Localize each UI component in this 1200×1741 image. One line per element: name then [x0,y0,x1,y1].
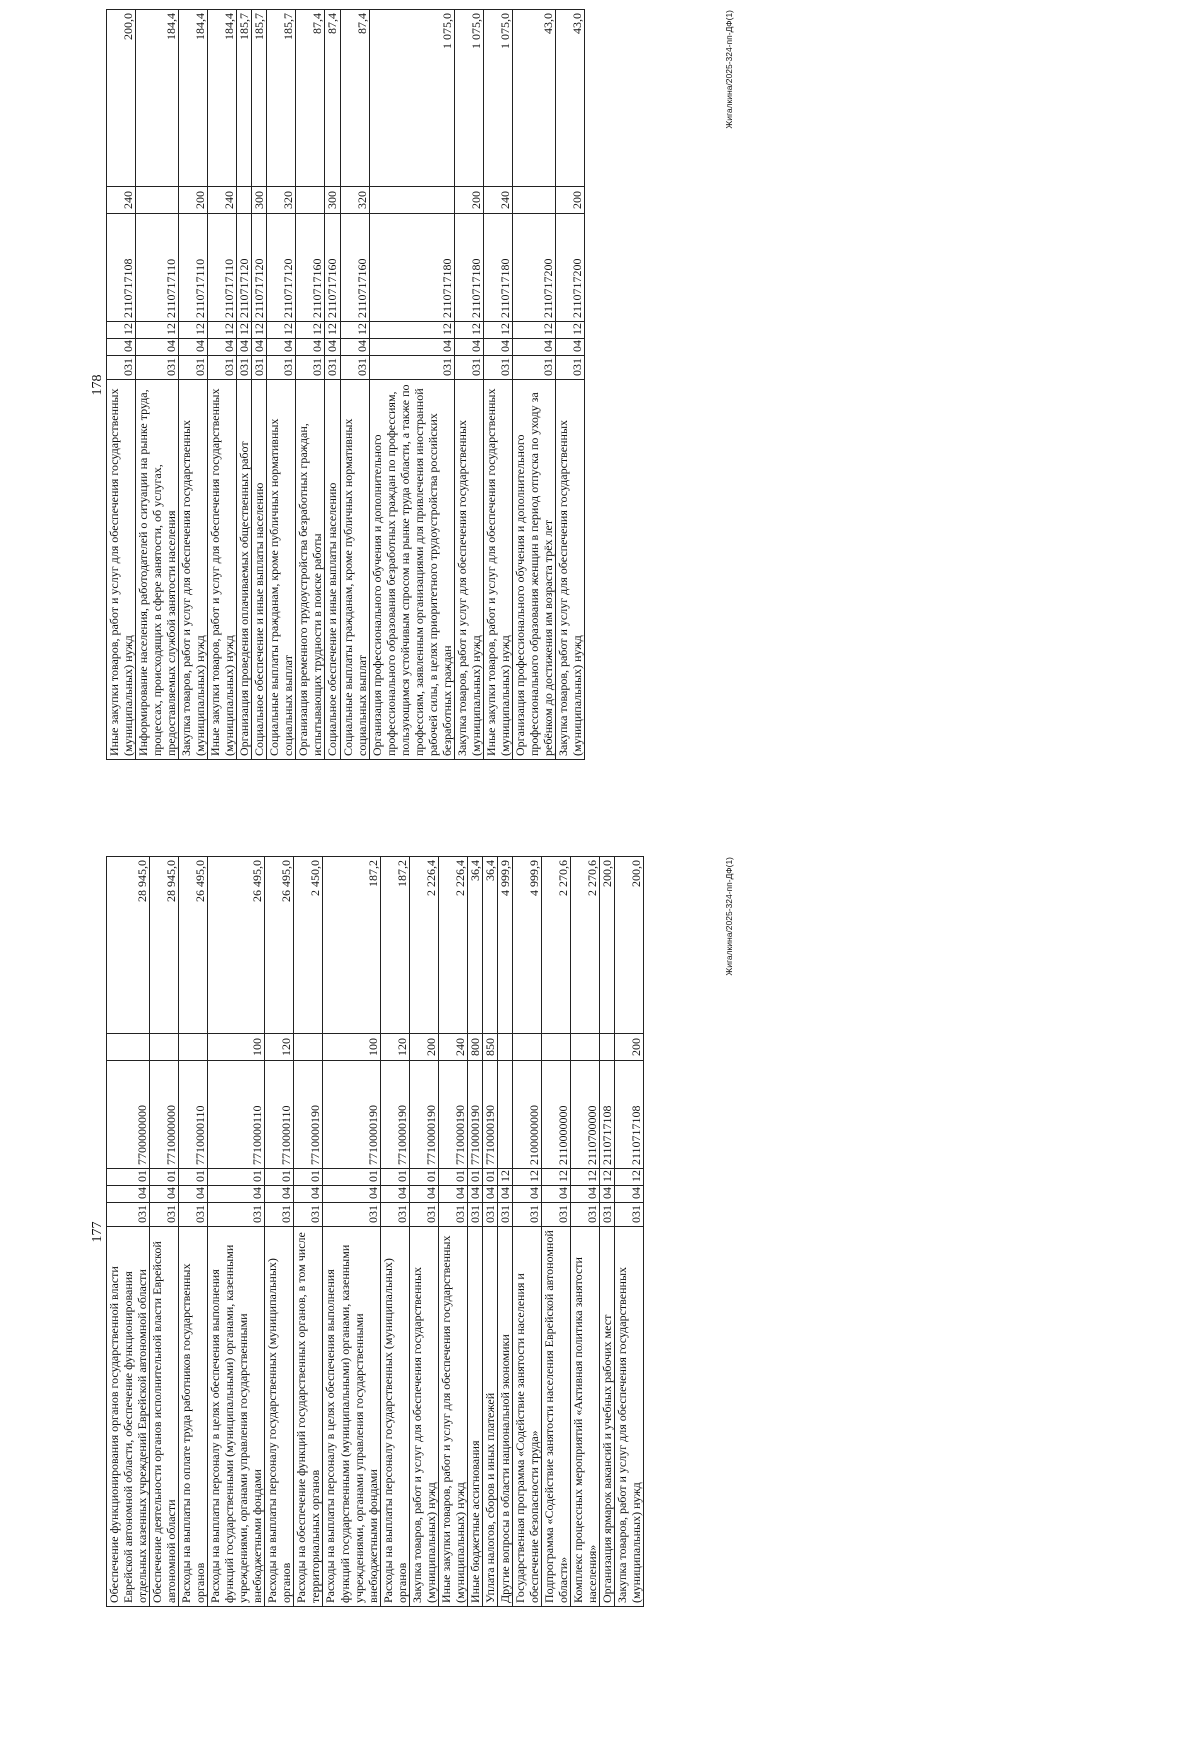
table-row [541,857,570,1607]
table-row [208,857,265,1607]
cell-section: 04 [600,1186,615,1203]
table-row [615,857,644,1607]
cell-name: Социальные выплаты гражданам, кроме публичных нормативных социальных выплат [340,380,369,760]
cell-target-article: 7710000110 [179,1061,208,1169]
cell-name: Расходы на выплаты персоналу в целях обеспечения выполнения функций государственными (муниципальными) органами, казенными учреждениями, органами управления государственными внебюджетными фондами [323,1227,380,1607]
cell-target-article: 2110700000 [571,1061,600,1169]
cell-name: Расходы на выплаты персоналу в целях обеспечения выполнения функций государственными (муниципальными) органами, казенными учреждениями, органами управления государственными внебюджетными фондами [208,1227,265,1607]
cell-ved: 031 [454,356,483,380]
cell-name: Уплата налогов, сборов и иных платежей [482,1227,497,1607]
cell-name: Обеспечение деятельности органов исполнительной власти Еврейской автономной области [150,1227,179,1607]
cell-sum: 26 495,0 [179,857,208,1034]
cell-ved: 031 [294,1203,323,1227]
cell-expense-type: 100 [323,1034,380,1061]
cell-ved: 031 [340,356,369,380]
cell-sum: 200,0 [615,857,644,1034]
cell-ved: 031 [325,356,340,380]
cell-sum: 28 945,0 [107,857,150,1034]
cell-section: 04 [252,339,267,356]
cell-name: Иные закупки товаров, работ и услуг для обеспечения государственных (муниципальных) нужд [483,380,512,760]
cell-name: Организация профессионального обучения и дополнительного профессионального образования безработных граждан по профессиям, пользующимся устойчивым спросом на рынке труда области, а также по профессиям, заявленным организациями для привлечения иностранной рабочей силы, в целях приоритетного трудоустройства российских безработных граждан [369,380,454,760]
cell-section: 04 [136,339,179,356]
cell-sum: 4 999,9 [497,857,512,1034]
cell-expense-type [136,187,179,214]
cell-target-article: 2110717200 [512,214,555,322]
cell-section: 04 [497,1186,512,1203]
cell-target-article: 7710000000 [150,1061,179,1169]
cell-ved: 031 [409,1203,438,1227]
cell-target-article: 2110717120 [237,214,252,322]
cell-subsection: 12 [369,322,454,339]
cell-subsection: 12 [512,1169,541,1186]
table-row [409,857,438,1607]
cell-section: 04 [179,1186,208,1203]
cell-subsection: 12 [340,322,369,339]
table-row [483,10,512,760]
cell-expense-type [296,187,325,214]
cell-ved: 031 [482,1203,497,1227]
table-row [340,10,369,760]
cell-ved: 031 [179,1203,208,1227]
cell-sum: 26 495,0 [208,857,265,1034]
cell-target-article: 2110717160 [325,214,340,322]
cell-subsection: 01 [467,1169,482,1186]
cell-ved: 031 [208,1203,265,1227]
cell-section: 04 [150,1186,179,1203]
cell-sum: 36,4 [482,857,497,1034]
cell-name: Организация ярмарок вакансий и учебных рабочих мест [600,1227,615,1607]
cell-subsection: 01 [208,1169,265,1186]
cell-name: Расходы на выплаты по оплате труда работников государственных органов [179,1227,208,1607]
cell-target-article: 2110000000 [541,1061,570,1169]
table-row [267,10,296,760]
cell-section: 04 [541,1186,570,1203]
cell-ved: 031 [438,1203,467,1227]
cell-expense-type: 120 [380,1034,409,1061]
cell-subsection: 12 [541,1169,570,1186]
cell-name: Социальное обеспечение и иные выплаты населению [252,380,267,760]
cell-target-article: 2100000000 [512,1061,541,1169]
cell-expense-type: 240 [483,187,512,214]
cell-subsection: 01 [107,1169,150,1186]
table-row [325,10,340,760]
cell-ved: 031 [497,1203,512,1227]
cell-ved: 031 [179,356,208,380]
table-row [265,857,294,1607]
cell-section: 04 [340,339,369,356]
cell-sum: 185,7 [237,10,252,187]
cell-subsection: 12 [497,1169,512,1186]
cell-name: Обеспечение функционирования органов государственной власти Еврейской автономной области, обеспечение функционирования отдельных казенных учреждений Еврейской автономной области [107,1227,150,1607]
cell-section: 04 [512,1186,541,1203]
cell-section: 04 [296,339,325,356]
cell-target-article: 7710000190 [438,1061,467,1169]
cell-subsection: 12 [483,322,512,339]
cell-subsection: 12 [571,1169,600,1186]
table-row [179,10,208,760]
cell-sum: 2 270,6 [571,857,600,1034]
cell-ved: 031 [237,356,252,380]
cell-sum: 43,0 [512,10,555,187]
table-row [107,10,136,760]
cell-expense-type [107,1034,150,1061]
cell-subsection: 01 [294,1169,323,1186]
table-row [497,857,512,1607]
cell-section: 04 [107,1186,150,1203]
cell-name: Иные закупки товаров, работ и услуг для обеспечения государственных (муниципальных) нужд [208,380,237,760]
table-row [296,10,325,760]
page-number: 177 [90,1221,105,1243]
cell-ved: 031 [571,1203,600,1227]
cell-section: 04 [179,339,208,356]
cell-sum: 1 075,0 [483,10,512,187]
cell-section: 04 [512,339,555,356]
cell-section: 04 [323,1186,380,1203]
cell-expense-type: 850 [482,1034,497,1061]
cell-name: Закупка товаров, работ и услуг для обеспечения государственных (муниципальных) нужд [409,1227,438,1607]
cell-ved: 031 [323,1203,380,1227]
table-row [179,857,208,1607]
cell-sum: 2 226,4 [438,857,467,1034]
cell-ved: 031 [267,356,296,380]
table-row [323,857,380,1607]
cell-sum: 43,0 [555,10,584,187]
cell-name: Иные закупки товаров, работ и услуг для обеспечения государственных (муниципальных) нужд [107,380,136,760]
cell-ved: 031 [369,356,454,380]
cell-ved: 031 [380,1203,409,1227]
cell-sum: 4 999,9 [512,857,541,1034]
cell-target-article: 2110717180 [483,214,512,322]
cell-section: 04 [380,1186,409,1203]
table-row [294,857,323,1607]
cell-name: Иные закупки товаров, работ и услуг для обеспечения государственных (муниципальных) нужд [438,1227,467,1607]
cell-subsection: 12 [252,322,267,339]
cell-target-article: 7710000190 [467,1061,482,1169]
cell-subsection: 12 [555,322,584,339]
cell-sum: 187,2 [380,857,409,1034]
cell-target-article [497,1061,512,1169]
cell-expense-type: 100 [208,1034,265,1061]
cell-name: Расходы на выплаты персоналу государственных (муниципальных) органов [380,1227,409,1607]
cell-target-article: 7700000000 [107,1061,150,1169]
cell-sum: 2 226,4 [409,857,438,1034]
table-row [512,10,555,760]
cell-sum: 1 075,0 [454,10,483,187]
footer-note: Жигалкина/2025-324-пп-ДФ(1) [724,10,734,129]
table-row [512,857,541,1607]
cell-expense-type: 240 [107,187,136,214]
cell-target-article: 7710000190 [380,1061,409,1169]
table-row [208,10,237,760]
cell-target-article: 2110717110 [179,214,208,322]
cell-subsection: 12 [325,322,340,339]
cell-ved: 031 [107,1203,150,1227]
cell-name: Иные бюджетные ассигнования [467,1227,482,1607]
cell-expense-type: 240 [208,187,237,214]
cell-target-article: 2110717108 [107,214,136,322]
cell-expense-type [237,187,252,214]
table-row [600,857,615,1607]
cell-name: Организация профессионального обучения и дополнительного профессионального образования женщин в период отпуска по уходу за ребёнком до достижения им возраста трёх лет [512,380,555,760]
cell-target-article: 7710000190 [409,1061,438,1169]
cell-expense-type: 200 [454,187,483,214]
cell-subsection: 01 [265,1169,294,1186]
cell-name: Расходы на выплаты персоналу государственных (муниципальных) органов [265,1227,294,1607]
cell-expense-type [150,1034,179,1061]
cell-expense-type [512,187,555,214]
cell-expense-type [571,1034,600,1061]
table-row [107,857,150,1607]
table-row [237,10,252,760]
cell-target-article: 7710000110 [208,1061,265,1169]
cell-expense-type: 240 [438,1034,467,1061]
cell-name: Социальное обеспечение и иные выплаты населению [325,380,340,760]
cell-subsection: 01 [482,1169,497,1186]
cell-name: Другие вопросы в области национальной экономики [497,1227,512,1607]
table-row [467,857,482,1607]
cell-target-article: 2110717108 [600,1061,615,1169]
cell-expense-type: 300 [252,187,267,214]
cell-section: 04 [208,339,237,356]
cell-section: 04 [294,1186,323,1203]
table-row [136,10,179,760]
cell-ved: 031 [107,356,136,380]
budget-table [106,9,585,760]
cell-subsection: 01 [380,1169,409,1186]
cell-ved: 031 [467,1203,482,1227]
table-row [571,857,600,1607]
cell-subsection: 12 [454,322,483,339]
cell-subsection: 12 [208,322,237,339]
cell-ved: 031 [615,1203,644,1227]
cell-name: Закупка товаров, работ и услуг для обеспечения государственных (муниципальных) нужд [555,380,584,760]
cell-section: 04 [438,1186,467,1203]
cell-target-article: 2110717180 [369,214,454,322]
cell-name: Информирование населения, работодателей о ситуации на рынке труда, процессах, происходящих в сфере занятости, об услугах, предоставляемых службой занятости населения [136,380,179,760]
cell-sum: 184,4 [208,10,237,187]
cell-section: 04 [369,339,454,356]
cell-section: 04 [467,1186,482,1203]
table-row [555,10,584,760]
cell-expense-type [600,1034,615,1061]
cell-subsection: 12 [136,322,179,339]
cell-expense-type: 200 [615,1034,644,1061]
cell-sum: 87,4 [325,10,340,187]
cell-section: 04 [267,339,296,356]
cell-section: 04 [615,1186,644,1203]
cell-ved: 031 [296,356,325,380]
budget-table [106,856,644,1607]
cell-expense-type: 200 [409,1034,438,1061]
cell-section: 04 [265,1186,294,1203]
cell-section: 04 [483,339,512,356]
cell-target-article: 7710000190 [294,1061,323,1169]
cell-ved: 031 [512,356,555,380]
cell-sum: 187,2 [323,857,380,1034]
cell-ved: 031 [150,1203,179,1227]
cell-subsection: 12 [267,322,296,339]
cell-target-article: 7710000190 [323,1061,380,1169]
cell-section: 04 [237,339,252,356]
cell-section: 04 [555,339,584,356]
cell-sum: 87,4 [296,10,325,187]
cell-sum: 36,4 [467,857,482,1034]
budget-table-body [107,857,644,1607]
cell-name: Подпрограмма «Содействие занятости населения Еврейской автономной области» [541,1227,570,1607]
cell-sum: 2 450,0 [294,857,323,1034]
cell-subsection: 01 [150,1169,179,1186]
cell-section: 04 [571,1186,600,1203]
cell-ved: 031 [483,356,512,380]
table-row [252,10,267,760]
cell-sum: 185,7 [252,10,267,187]
cell-target-article: 2110717160 [340,214,369,322]
cell-ved: 031 [541,1203,570,1227]
cell-ved: 031 [512,1203,541,1227]
cell-target-article: 2110717180 [454,214,483,322]
cell-target-article: 2110717120 [252,214,267,322]
cell-target-article: 2110717110 [208,214,237,322]
cell-ved: 031 [136,356,179,380]
cell-subsection: 12 [615,1169,644,1186]
cell-sum: 1 075,0 [369,10,454,187]
cell-expense-type: 320 [340,187,369,214]
cell-name: Организация временного трудоустройства безработных граждан, испытывающих трудности в поиске работы [296,380,325,760]
cell-target-article: 2110717120 [267,214,296,322]
cell-expense-type [294,1034,323,1061]
cell-expense-type: 320 [267,187,296,214]
cell-sum: 184,4 [136,10,179,187]
cell-subsection: 12 [237,322,252,339]
cell-sum: 185,7 [267,10,296,187]
cell-expense-type: 200 [555,187,584,214]
cell-sum: 200,0 [600,857,615,1034]
cell-section: 04 [454,339,483,356]
table-row [438,857,467,1607]
cell-target-article: 7710000110 [265,1061,294,1169]
cell-name: Государственная программа «Содействие занятости населения и обеспечение безопасности труда» [512,1227,541,1607]
cell-name: Закупка товаров, работ и услуг для обеспечения государственных (муниципальных) нужд [615,1227,644,1607]
cell-ved: 031 [265,1203,294,1227]
cell-subsection: 12 [179,322,208,339]
cell-subsection: 12 [107,322,136,339]
cell-expense-type [179,1034,208,1061]
cell-expense-type: 200 [179,187,208,214]
cell-sum: 26 495,0 [265,857,294,1034]
budget-table-body [107,10,585,760]
table-row [482,857,497,1607]
cell-section: 04 [409,1186,438,1203]
cell-target-article: 2110717110 [136,214,179,322]
cell-ved: 031 [600,1203,615,1227]
cell-section: 04 [208,1186,265,1203]
cell-ved: 031 [252,356,267,380]
cell-name: Комплекс процессных мероприятий «Активная политика занятости населения» [571,1227,600,1607]
page-178 [90,10,734,760]
cell-subsection: 01 [179,1169,208,1186]
page-177 [90,857,734,1607]
cell-target-article: 2110717108 [615,1061,644,1169]
footer-note: Жигалкина/2025-324-пп-ДФ(1) [724,857,734,976]
cell-sum: 200,0 [107,10,136,187]
cell-expense-type: 300 [325,187,340,214]
cell-subsection: 01 [323,1169,380,1186]
cell-section: 04 [325,339,340,356]
cell-ved: 031 [208,356,237,380]
cell-expense-type: 120 [265,1034,294,1061]
cell-sum: 2 270,6 [541,857,570,1034]
cell-name: Расходы на обеспечение функций государственных органов, в том числе территориальных органов [294,1227,323,1607]
cell-sum: 28 945,0 [150,857,179,1034]
cell-subsection: 12 [600,1169,615,1186]
page-number: 178 [90,374,105,396]
cell-subsection: 01 [438,1169,467,1186]
table-row [369,10,454,760]
cell-expense-type [541,1034,570,1061]
cell-section: 04 [107,339,136,356]
cell-subsection: 12 [512,322,555,339]
cell-expense-type [369,187,454,214]
table-row [150,857,179,1607]
cell-sum: 87,4 [340,10,369,187]
cell-expense-type [512,1034,541,1061]
cell-name: Закупка товаров, работ и услуг для обеспечения государственных (муниципальных) нужд [179,380,208,760]
cell-name: Организация проведения оплачиваемых общественных работ [237,380,252,760]
cell-target-article: 2110717160 [296,214,325,322]
cell-section: 04 [482,1186,497,1203]
cell-ved: 031 [555,356,584,380]
table-row [380,857,409,1607]
cell-subsection: 01 [409,1169,438,1186]
cell-target-article: 7710000190 [482,1061,497,1169]
cell-name: Закупка товаров, работ и услуг для обеспечения государственных (муниципальных) нужд [454,380,483,760]
cell-subsection: 12 [296,322,325,339]
cell-sum: 184,4 [179,10,208,187]
table-row [454,10,483,760]
cell-name: Социальные выплаты гражданам, кроме публичных нормативных социальных выплат [267,380,296,760]
cell-target-article: 2110717200 [555,214,584,322]
cell-expense-type: 800 [467,1034,482,1061]
cell-expense-type [497,1034,512,1061]
